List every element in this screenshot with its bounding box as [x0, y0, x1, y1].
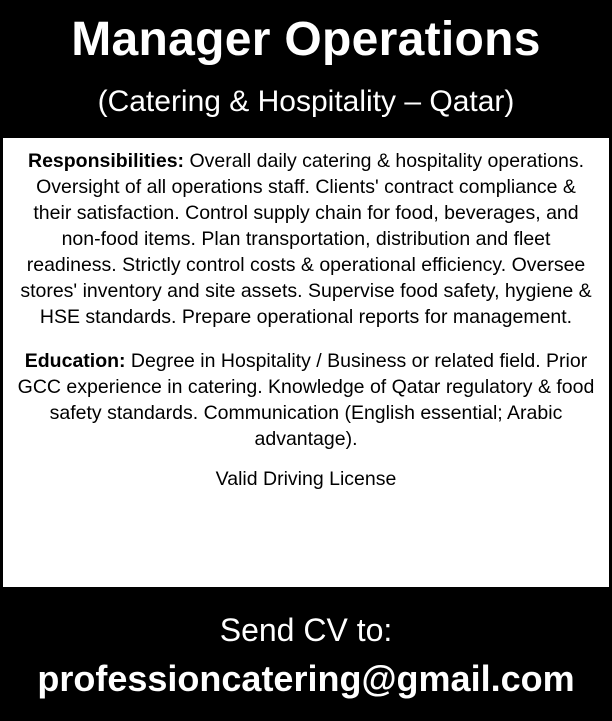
contact-email: professioncatering@gmail.com	[37, 658, 575, 699]
education-label: Education:	[24, 350, 126, 372]
responsibilities-text: Overall daily catering & hospitality operations. Oversight of all operations staff. Clients' contract compliance & their satisfaction. Control supply chain for food, beverages, and non-food items. Plan transportation, distribution and fleet readiness. Strictly control costs & operational efficiency. Oversee stores' inventory and site assets. Supervise food safety, hygiene & HSE standards. Prepare operational reports for management.	[20, 150, 592, 328]
job-subtitle: (Catering & Hospitality – Qatar)	[97, 85, 515, 118]
footer-banner	[0, 587, 612, 721]
education-paragraph	[17, 348, 595, 452]
responsibilities-label: Responsibilities:	[28, 150, 185, 172]
responsibilities-paragraph	[17, 148, 595, 330]
job-details	[0, 138, 612, 587]
job-title: Manager Operations	[71, 13, 541, 66]
send-cv-label: Send CV to:	[219, 612, 393, 648]
header-banner	[0, 0, 612, 138]
license-requirement: Valid Driving License	[215, 468, 397, 490]
education-text: Degree in Hospitality / Business or related field. Prior GCC experience in catering. Knowledge of Qatar regulatory & food safety standards. Communication (English essential; Arabic advantage).	[17, 350, 595, 450]
